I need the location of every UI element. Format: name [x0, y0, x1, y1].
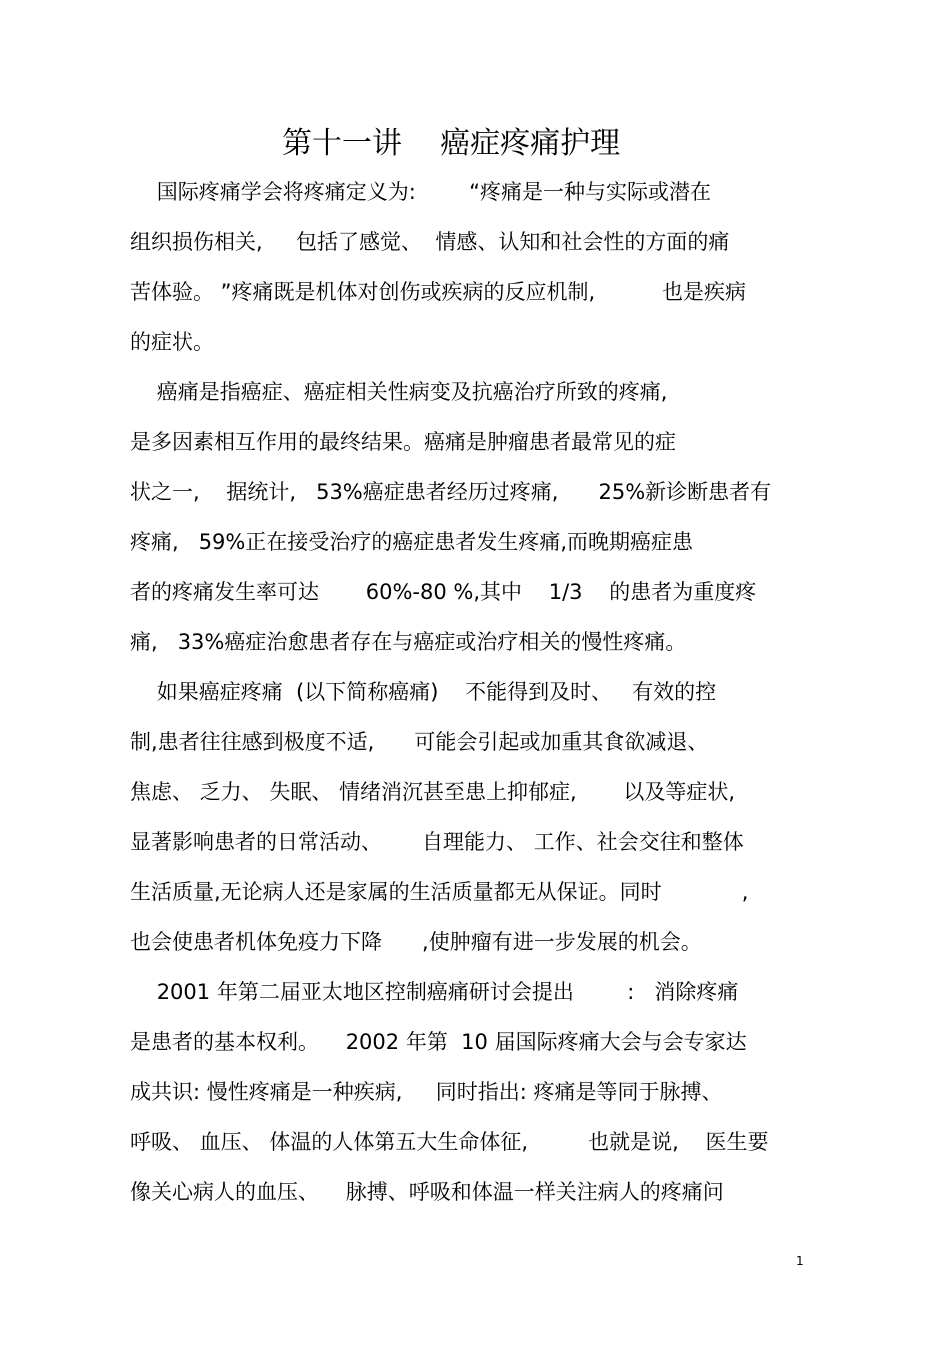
text-line-20: 呼吸、 血压、 体温的人体第五大生命体征, 也就是说, 医生要 — [130, 1130, 769, 1154]
text-line-9: 者的疼痛发生率可达 60%-80 %,其中 1/3 的患者为重度疼 — [130, 580, 757, 604]
text-line-12: 制,患者往往感到极度不适, 可能会引起或加重其食欲减退、 — [130, 730, 709, 754]
text-line-7: 状之一, 据统计, 53%癌症患者经历过疼痛, 25%新诊断患者有 — [130, 480, 772, 504]
text-line-19: 成共识: 慢性疼痛是一种疾病, 同时指出: 疼痛是等同于脉搏、 — [130, 1080, 723, 1104]
text-line-11: 如果癌症疼痛 (以下简称癌痛) 不能得到及时、 有效的控 — [130, 680, 717, 704]
text-line-8: 疼痛, 59%正在接受治疗的癌症患者发生疼痛,而晚期癌症患 — [130, 530, 694, 554]
page-number: 1 — [796, 1254, 804, 1268]
text-line-17: 2001 年第二届亚太地区控制癌痛研讨会提出 : 消除疼痛 — [130, 980, 739, 1004]
text-line-2: 组织损伤相关, 包括了感觉、 情感、认知和社会性的方面的痛 — [130, 230, 730, 254]
document-title: 第十一讲 癌症疼痛护理 — [282, 126, 621, 161]
text-line-5: 癌痛是指癌症、癌症相关性病变及抗癌治疗所致的疼痛, — [130, 380, 668, 404]
text-line-15: 生活质量,无论病人还是家属的生活质量都无从保证。同时 , — [130, 880, 749, 904]
text-line-13: 焦虑、 乏力、 失眠、 情绪消沉甚至患上抑郁症, 以及等症状, — [130, 780, 736, 804]
text-line-10: 痛, 33%癌症治愈患者存在与癌症或治疗相关的慢性疼痛。 — [130, 630, 687, 654]
text-line-3: 苦体验。 ”疼痛既是机体对创伤或疾病的反应机制, 也是疾病 — [130, 280, 746, 304]
text-line-6: 是多因素相互作用的最终结果。癌痛是肿瘤患者最常见的症 — [130, 430, 676, 454]
text-line-16: 也会使患者机体免疫力下降 ,使肿瘤有进一步发展的机会。 — [130, 930, 702, 954]
text-line-1: 国际疼痛学会将疼痛定义为: “疼痛是一种与实际或潜在 — [130, 180, 712, 204]
text-line-18: 是患者的基本权利。 2002 年第 10 届国际疼痛大会与会专家达 — [130, 1030, 747, 1054]
text-line-4: 的症状。 — [130, 330, 214, 354]
text-line-21: 像关心病人的血压、 脉搏、呼吸和体温一样关注病人的疼痛问 — [130, 1180, 724, 1204]
text-line-14: 显著影响患者的日常活动、 自理能力、 工作、社会交往和整体 — [130, 830, 744, 854]
